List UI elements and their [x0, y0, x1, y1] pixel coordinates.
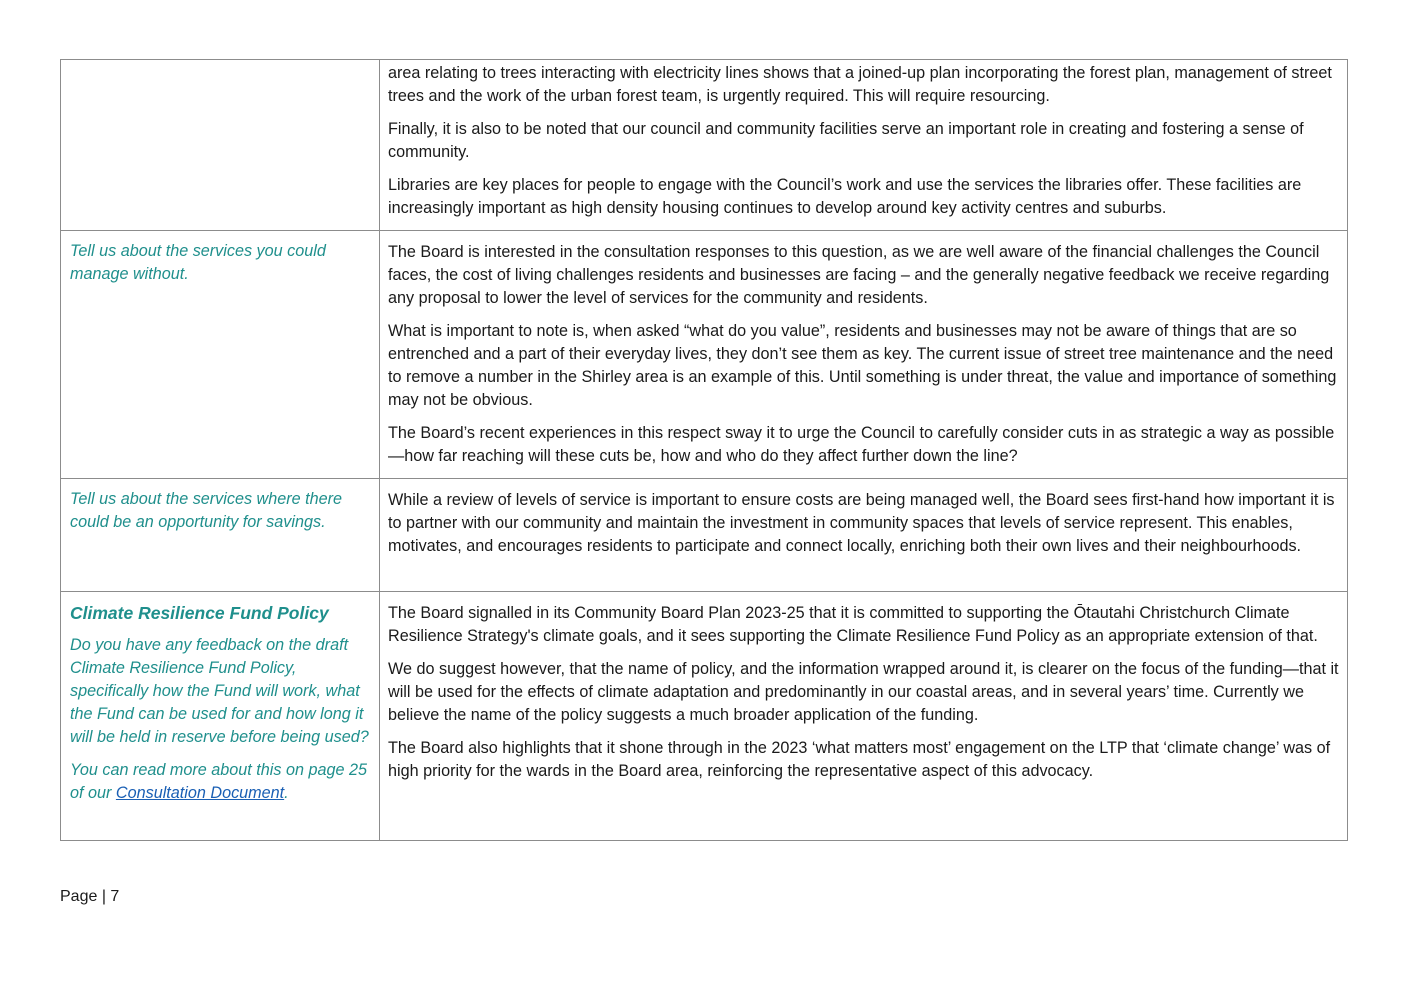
- response-paragraph: While a review of levels of service is important to ensure costs are being managed well, the Board sees first-hand how important it is to partner with our community and maintain the investment in community spaces that levels of service represent. This enables, motivates, and encourages residents to participate and connect locally, enriching both their own lives and their neighbourhoods.: [388, 491, 1335, 555]
- response-paragraph: Libraries are key places for people to engage with the Council’s work and use the services the libraries offer. These facilities are increasingly important as high density housing continues to develop around key activity centres and suburbs.: [388, 176, 1302, 217]
- response-paragraph: The Board signalled in its Community Board Plan 2023-25 that it is committed to supporting the Ōtautahi Christchurch Climate Resilience Strategy's climate goals, and it sees supporting the Climate Resilience Fund Policy as an appropriate extension of that.: [388, 604, 1318, 645]
- response-cell: [380, 60, 1348, 231]
- consultation-reference: [70, 759, 371, 805]
- table-row: [61, 231, 1348, 479]
- response-cell: [380, 231, 1348, 479]
- response-cell: [380, 479, 1348, 592]
- question-cell-empty: [61, 60, 380, 231]
- question-text: Tell us about the services where there could be an opportunity for savings.: [70, 490, 343, 531]
- response-paragraph: Finally, it is also to be noted that our council and community facilities serve an important role in creating and fostering a sense of community.: [388, 120, 1304, 161]
- response-paragraph: The Board’s recent experiences in this respect sway it to urge the Council to carefully consider cuts in as strategic a way as possible—how far reaching will these cuts be, how and who do they affect further down the line?: [388, 424, 1335, 465]
- response-paragraph: area relating to trees interacting with electricity lines shows that a joined-up plan incorporating the forest plan, management of street trees and the work of the urban forest team, is urgently required. This will require resourcing.: [388, 64, 1332, 105]
- question-cell: [61, 592, 380, 841]
- response-cell: [380, 592, 1348, 841]
- response-paragraph: We do suggest however, that the name of policy, and the information wrapped around it, is clearer on the focus of the funding—that it will be used for the effects of climate adaptation and predominantly in our coastal areas, and in several years’ time. Currently we believe the name of the policy suggests a much broader application of the funding.: [388, 660, 1339, 724]
- response-paragraph: The Board also highlights that it shone through in the 2023 ‘what matters most’ engagement on the LTP that ‘climate change’ was of high priority for the wards in the Board area, reinforcing the representative aspect of this advocacy.: [388, 739, 1331, 780]
- question-text: Tell us about the services you could manage without.: [70, 242, 326, 283]
- consultation-document-link[interactable]: Consultation Document: [115, 784, 285, 802]
- reference-prefix: You can read more about this on page 25 of our: [70, 761, 367, 802]
- table-row: [61, 60, 1348, 231]
- reference-suffix: .: [284, 784, 289, 802]
- question-cell: [61, 231, 380, 479]
- table-row: [61, 479, 1348, 592]
- response-paragraph: The Board is interested in the consultation responses to this question, as we are well aware of the financial challenges the Council faces, the cost of living challenges residents and businesses are facing – and the generally negative feedback we receive regarding any proposal to lower the level of services for the community and residents.: [388, 243, 1330, 307]
- page-number: Page | 7: [60, 888, 120, 905]
- question-cell: [61, 479, 380, 592]
- response-paragraph: What is important to note is, when asked “what do you value”, residents and businesses may not be aware of things that are so entrenched and a part of their everyday lives, they don’t see them as key. The current issue of street tree maintenance and the need to remove a number in the Shirley area is an example of this. Until something is under threat, the value and importance of something may not be obvious.: [388, 322, 1337, 409]
- submission-table: [60, 59, 1348, 841]
- question-text: Do you have any feedback on the draft Climate Resilience Fund Policy, specifically how the Fund will work, what the Fund can be used for and how long it will be held in reserve before being used?: [70, 636, 369, 746]
- section-heading: Climate Resilience Fund Policy: [70, 603, 329, 623]
- table-row: [61, 592, 1348, 841]
